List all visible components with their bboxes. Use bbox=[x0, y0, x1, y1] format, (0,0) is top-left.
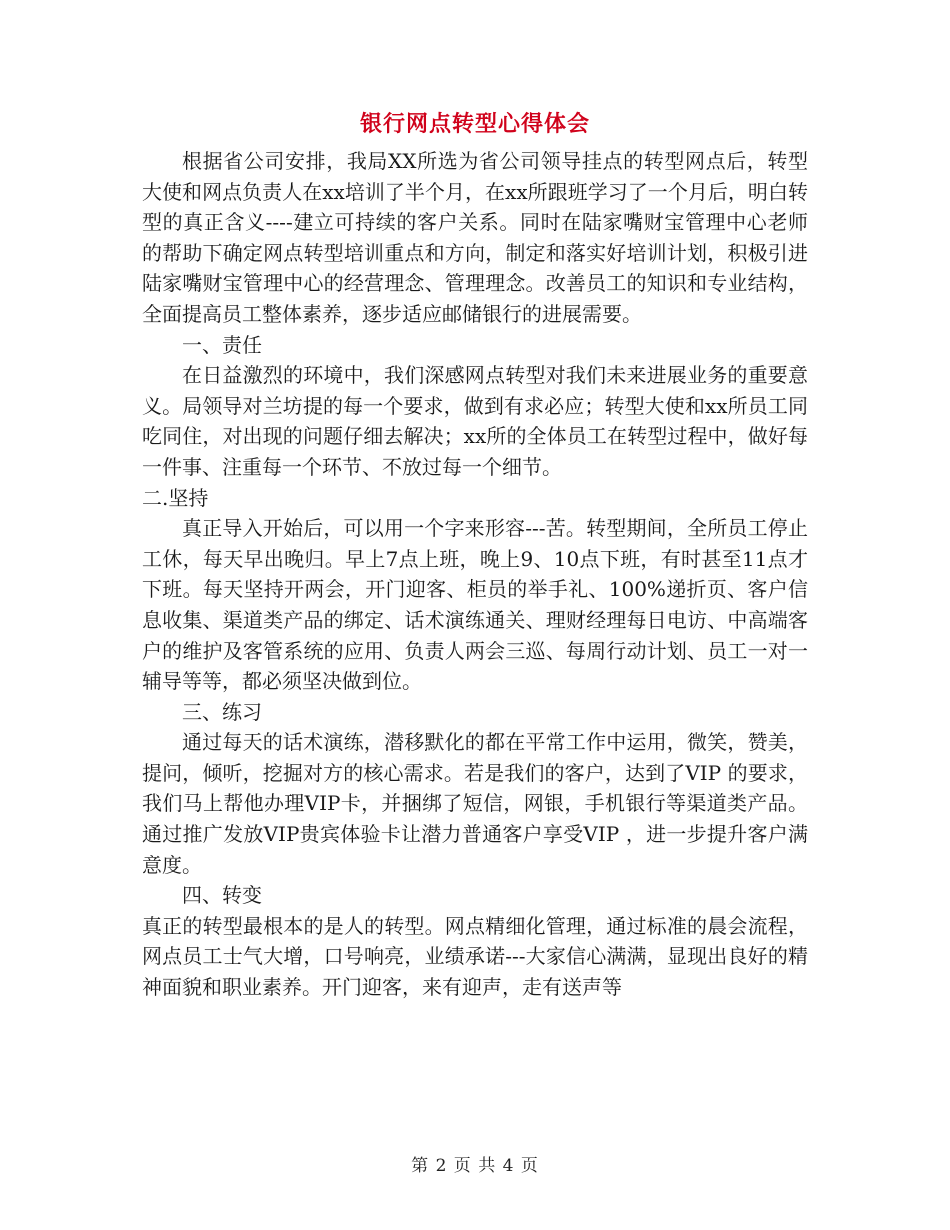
paragraph-intro: 根据省公司安排，我局XX所选为省公司领导挂点的转型网点后，转型大使和网点负责人在xx培训了半个月，在xx所跟班学习了一个月后，明白转型的真正含义----建立可持续的客户关系。同时在陆家嘴财宝管理中心老师的帮助下确定网点转型培训重点和方向，制定和落实好培训计划，积极引进陆家嘴财宝管理中心的经营理念、管理理念。改善员工的知识和专业结构，全面提高员工整体素养，逐步适应邮储银行的进展需要。 bbox=[142, 149, 808, 326]
document-title: 银行网点转型心得体会 bbox=[359, 111, 590, 137]
document-body bbox=[142, 146, 808, 1003]
paragraph-responsibility: 在日益激烈的环境中，我们深感网点转型对我们未来进展业务的重要意义。局领导对兰坊提的每一个要求，做到有求必应；转型大使和xx所员工同吃同住，对出现的问题仔细去解决；xx所的全体员工在转型过程中，做好每一件事、注重每一个环节、不放过每一个细节。 bbox=[142, 363, 808, 479]
page-number-footer: 第 2 页 共 4 页 bbox=[411, 1156, 539, 1176]
paragraph-persistence: 真正导入开始后，可以用一个字来形容---苦。转型期间，全所员工停止工休，每天早出晚归。早上7点上班，晚上9、10点下班，有时甚至11点才下班。每天坚持开两会，开门迎客、柜员的举手礼、100%递折页、客户信息收集、渠道类产品的绑定、话术演练通关、理财经理每日电访、中高端客户的维护及客管系统的应用、负责人两会三巡、每周行动计划、员工一对一辅导等等，都必须坚决做到位。 bbox=[142, 516, 808, 694]
paragraph-transformation: 真正的转型最根本的是人的转型。网点精细化管理，通过标准的晨会流程，网点员工士气大增，口号响亮，业绩承诺---大家信心满满，显现出良好的精神面貌和职业素养。开门迎客，来有迎声，走有送声等 bbox=[142, 913, 808, 1000]
section-heading-practice: 三、练习 bbox=[182, 699, 262, 724]
paragraph-practice: 通过每天的话术演练，潜移默化的都在平常工作中运用，微笑，赞美，提问，倾听，挖掘对方的核心需求。若是我们的客户，达到了VIP 的要求，我们马上帮他办理VIP卡，并捆绑了短信，网银，手机银行等渠道类产品。通过推广发放VIP贵宾体验卡让潜力普通客户享受VIP ，进一步提升客户满意度。 bbox=[142, 730, 808, 877]
section-heading-responsibility: 一、责任 bbox=[182, 332, 262, 357]
section-heading-persistence: 二.坚持 bbox=[142, 485, 209, 510]
section-heading-transformation: 四、转变 bbox=[182, 883, 262, 908]
